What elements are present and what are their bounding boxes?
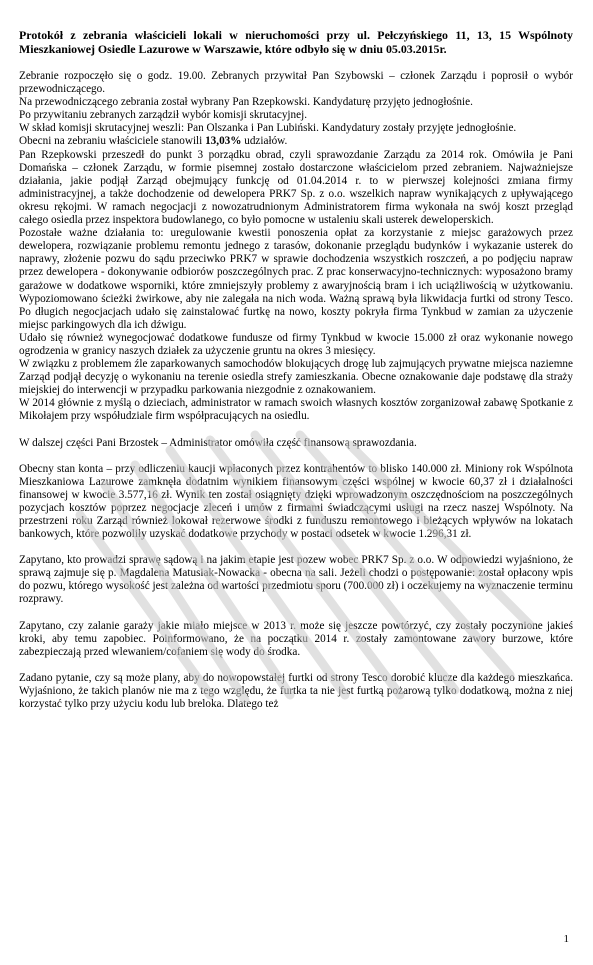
paragraph-chairman: Na przewodniczącego zebrania został wybrany Pan Rzepkowski. Kandydaturę przyjęto jednogłośnie. [19, 96, 473, 109]
paragraph-commission-members: W skład komisji skrutacyjnej weszli: Pan Olszanka i Pan Lubiński. Kandydatury zostały przyjęte jednogłośnie. [19, 122, 517, 135]
paragraph-board-report: Pan Rzepkowski przeszedł do punkt 3 porządku obrad, czyli sprawozdanie Zarządu za 2014 rok. Omówiła je Pani Domańska – członek Zarządu, w formie pisemnej zostało dostarczone właścicielom przed zebraniem. Najważniejsze działania, jakie podjął Zarząd obejmujący funkcję od 01.04.2014 r. to w pierwszej kolejności zmiana firmy administracyjnej, a także dochodzenie od dewelopera PRK7 Sp. z o.o. wszelkich napraw wynikających z upływającego okresu rękojmi. W ramach negocjacji z nowozatrudnionym Administratorem firma wykonała na swój koszt przegląd całego osiedla przez inspektora budowlanego, co było pomocne w ustaleniu skali usterek deweloperskich. [19, 148, 573, 227]
paragraph-tynkbud-funds: Udało się również wynegocjować dodatkowe fundusze od firmy Tynkbud w kwocie 15.000 zł oraz wykonanie nowego ogrodzenia w granicy naszych działek za użyczenie gruntu na okres 3 miesięcy. [19, 331, 573, 357]
paragraph-gate-keys: Zadano pytanie, czy są może plany, aby do nowopowstałej furtki od strony Tesco dorobić klucze dla każdego mieszkańca. Wyjaśniono, że takich planów nie ma z tego względu, że furtka ta nie jest furtką pożarową tylko dodatkową, można z niej korzystać tylko przy użyciu kodu lub breloka. Dlatego też [19, 671, 573, 711]
paragraph-opening: Zebranie rozpoczęło się o godz. 19.00. Zebranych przywitał Pan Szybowski – członek Zarządu i poprosił o wybór przewodniczącego. [19, 70, 573, 96]
paragraph-santa-event: W 2014 głównie z myślą o dzieciach, administrator w ramach swoich własnych kosztów zorganizował zabawę Spotkanie z Mikołajem przy współudziale firm współpracujących na osiedlu. [19, 397, 573, 423]
document-title: Protokół z zebrania właścicieli lokali w nieruchomości przy ul. Pełczyńskiego 11, 13, 15 Wspólnoty Mieszkaniowej Osiedle Lazurowe w Warszawie, które odbyło się w dniu 05.03.2015r. [19, 28, 573, 56]
paragraph-garage-flooding: Zapytano, czy zalanie garaży jakie miało miejsce w 2013 r. może się jeszcze powtórzyć, czy zostały poczynione jakieś kroki, aby temu zapobiec. Poinformowano, że na początku 2014 r. zostały zamontowane zawory burzowe, które zabezpieczają przed wlewaniem/cofaniem się wody do środka. [19, 619, 573, 658]
paragraph-finance-intro: W dalszej części Pani Brzostek – Administrator omówiła część finansową sprawozdania. [19, 436, 417, 449]
paragraph-commission-vote: Po przywitaniu zebranych zarządził wybór komisji skrutacyjnej. [19, 109, 307, 122]
page-number: 1 [563, 933, 569, 945]
paragraph-shares: Obecni na zebraniu właściciele stanowili 13,03% udziałów. [19, 135, 288, 148]
paragraph-finance: Obecny stan konta – przy odliczeniu kaucji wpłaconych przez kontrahentów to blisko 140.000 zł. Miniony rok Wspólnota Mieszkaniowa Lazurowe zamknęła dodatnim wynikiem finansowym części wspólnej w kwocie 60,37 zł i działalności finansowej w kwocie 3.577,16 zł. Wynik ten został osiągnięty dzięki wprowadzonym oszczędnościom na poszczególnych pozycjach kosztów poprzez negocjacje zleceń i umów z firmami świadczącymi usługi na rzecz naszej Wspólnoty. Na przestrzeni roku Zarząd również lokował rezerwowe środki z funduszu remontowego i bieżących wpływów na lokatach bankowych, które pozwoliły uzyskać dodatkowe przychody w postaci odsetek w kwocie 1.296,31 zł. [19, 462, 573, 541]
document-body [19, 70, 573, 711]
paragraph-other-actions: Pozostałe ważne działania to: uregulowanie kwestii ponoszenia opłat za korzystanie z miejsc garażowych przez dewelopera, rozwiązanie problemu remontu jednego z tarasów, dokonanie przeglądu budynków i wykazanie usterek do naprawy, złożenie pozwu do sądu przeciwko PRK7 w sprawie dochodzenia wszystkich roszczeń, a po podjęciu napraw przez dewelopera - dokonywanie odbiorów poszczególnych prac. Z prac konserwacyjno-technicznych: wyposażono bramy garażowe w dodatkowe wsporniki, które zmniejszyły problemy z awaryjnością bram i ich uciążliwością w użytkowaniu. Wypoziomowano ścieżki żwirkowe, aby nie zalegała na nich woda. Ważną sprawą była likwidacja furtki od strony Tesco. Po długich negocjacjach udało się zainstalować furtkę na nowo, koszty pokryła firma Tynkbud w zamian za użyczenie miejsc parkingowych dla ich dźwigu. [19, 227, 573, 331]
shares-value: 13,03% [205, 135, 242, 148]
paragraph-parking-zone: W związku z problemem źle zaparkowanych samochodów blokujących drogę lub zajmujących prywatne miejsca naziemne Zarząd podjął decyzję o wykonaniu na terenie osiedla strefy zamieszkania. Obecne oznakowanie daje podstawę dla straży miejskiej do interwencji w przypadku parkowania niezgodnie z oznakowaniem. [19, 358, 573, 397]
paragraph-court-case: Zapytano, kto prowadzi sprawę sądową i na jakim etapie jest pozew wobec PRK7 Sp. z o.o. W odpowiedzi wyjaśniono, że sprawą zajmuje się p. Magdalena Matusiak-Nowacka - obecna na sali. Jeżeli chodzi o postępowanie: został opłacony wpis do pozwu, którego wysokość jest zależna od wartości przedmiotu sporu (700.000 zł) i oczekujemy na wyznaczenie terminu rozprawy. [19, 554, 573, 606]
